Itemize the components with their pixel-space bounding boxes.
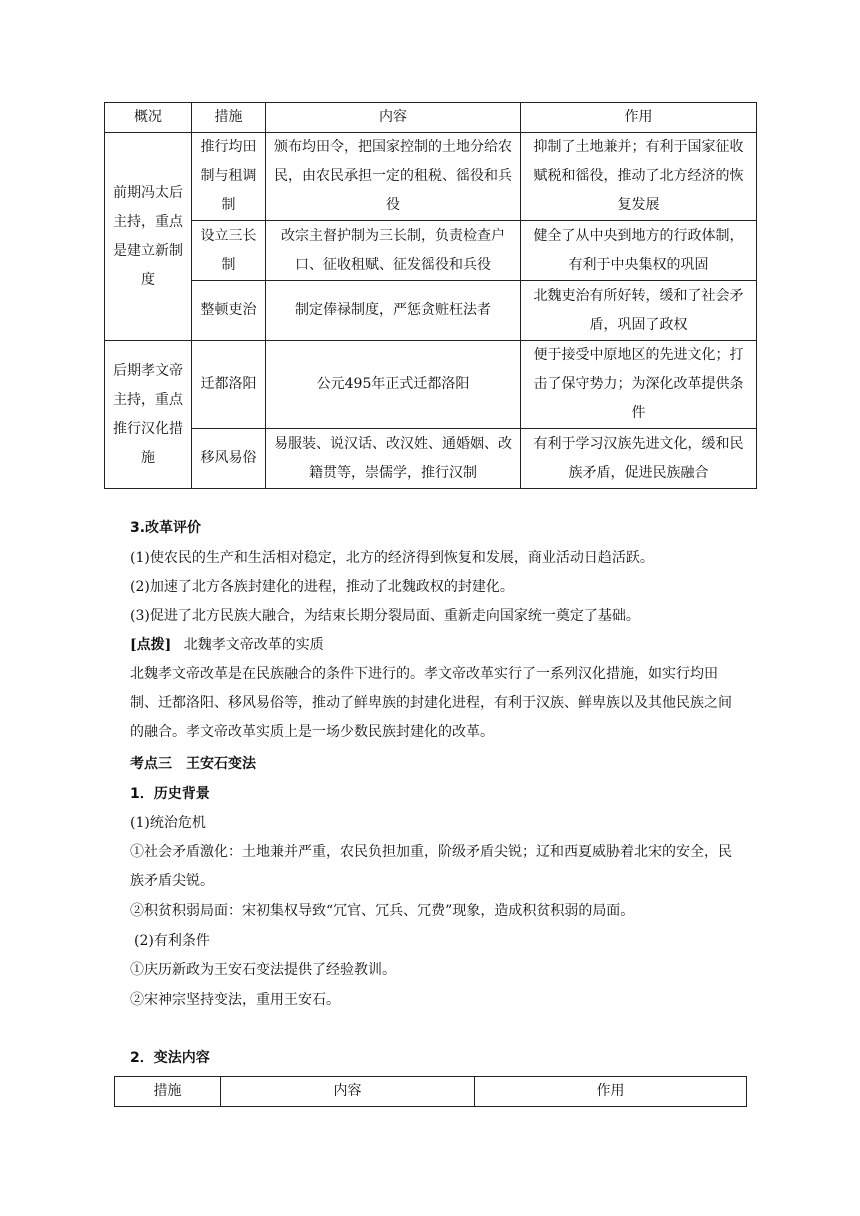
header-cell: 措施 xyxy=(115,1077,221,1107)
paragraph: ①庆历新政为王安石变法提供了经验教训。 xyxy=(130,962,396,978)
table-row xyxy=(105,133,757,221)
measure-cell: 迁都洛阳 xyxy=(192,341,266,429)
effect-cell: 健全了从中央到地方的行政体制，有利于中央集权的巩固 xyxy=(521,221,757,281)
header-cell: 概况 xyxy=(105,103,192,133)
group-label: 前期冯太后主持，重点是建立新制度 xyxy=(105,133,192,341)
header-cell: 内容 xyxy=(221,1077,475,1107)
effect-cell: 抑制了土地兼并；有利于国家征收赋税和徭役，推动了北方经济的恢复发展 xyxy=(521,133,757,221)
header-cell: 措施 xyxy=(192,103,266,133)
paragraph: ②积贫积弱局面：宋初集权导致“冗官、冗兵、冗费”现象，造成积贫积弱的局面。 xyxy=(130,903,635,919)
sub-heading: (1)统治危机 xyxy=(130,815,206,831)
table-row xyxy=(105,281,757,341)
content-cell: 改宗主督护制为三长制，负责检查户口、征收租赋、征发徭役和兵役 xyxy=(266,221,521,281)
section-heading: 3.改革评价 xyxy=(130,520,202,536)
tip-body: 北魏孝文帝改革是在民族融合的条件下进行的。孝文帝改革实行了一系列汉化措施，如实行均田制、迁都洛阳、移风易俗等，推动了鲜卑族的封建化进程，有利于汉族、鲜卑族以及其他民族之间的融合。孝文帝改革实质上是一场少数民族封建化的改革。 xyxy=(130,666,732,740)
effect-cell: 北魏吏治有所好转，缓和了社会矛盾，巩固了政权 xyxy=(521,281,757,341)
topic-heading: 考点三 王安石变法 xyxy=(130,756,256,772)
tip-tag: [点拨] xyxy=(130,637,172,653)
table-row xyxy=(105,429,757,489)
content-cell: 公元495年正式迁都洛阳 xyxy=(266,341,521,429)
content-cell: 制定俸禄制度，严惩贪赃枉法者 xyxy=(266,281,521,341)
paragraph: ②宋神宗坚持变法，重用王安石。 xyxy=(130,992,340,1008)
subsection-heading: 1．历史背景 xyxy=(130,786,210,802)
tip-heading xyxy=(130,631,750,660)
tip-title: 北魏孝文帝改革的实质 xyxy=(183,637,324,653)
header-cell: 作用 xyxy=(475,1077,747,1107)
reform-content-table xyxy=(114,1076,747,1107)
subsection-heading: 2．变法内容 xyxy=(130,1050,210,1066)
content-cell: 颁布均田令，把国家控制的土地分给农民，由农民承担一定的租税、徭役和兵役 xyxy=(266,133,521,221)
group-label: 后期孝文帝主持，重点推行汉化措施 xyxy=(105,341,192,489)
reform-table xyxy=(104,102,757,489)
effect-cell: 有利于学习汉族先进文化，缓和民族矛盾，促进民族融合 xyxy=(521,429,757,489)
effect-cell: 便于接受中原地区的先进文化；打击了保守势力；为深化改革提供条件 xyxy=(521,341,757,429)
sub-heading: (2)有利条件 xyxy=(134,933,210,949)
table-row xyxy=(105,221,757,281)
paragraph: ①社会矛盾激化：土地兼并严重，农民负担加重，阶级矛盾尖锐；辽和西夏威胁着北宋的安全，民族矛盾尖锐。 xyxy=(130,844,732,889)
measure-cell: 推行均田制与租调制 xyxy=(192,133,266,221)
measure-cell: 整顿吏治 xyxy=(192,281,266,341)
measure-cell: 移风易俗 xyxy=(192,429,266,489)
table-header-row xyxy=(105,103,757,133)
content-cell: 易服装、说汉话、改汉姓、通婚姻、改籍贯等，崇儒学，推行汉制 xyxy=(266,429,521,489)
paragraph: (1)使农民的生产和生活相对稳定，北方的经济得到恢复和发展，商业活动日趋活跃。 xyxy=(130,550,654,566)
paragraph: (3)促进了北方民族大融合，为结束长期分裂局面、重新走向国家统一奠定了基础。 xyxy=(130,608,640,624)
header-cell: 内容 xyxy=(266,103,521,133)
measure-cell: 设立三长制 xyxy=(192,221,266,281)
header-cell: 作用 xyxy=(521,103,757,133)
table-header-row xyxy=(115,1077,747,1107)
table-row xyxy=(105,341,757,429)
paragraph: (2)加速了北方各族封建化的进程，推动了北魏政权的封建化。 xyxy=(130,579,514,595)
